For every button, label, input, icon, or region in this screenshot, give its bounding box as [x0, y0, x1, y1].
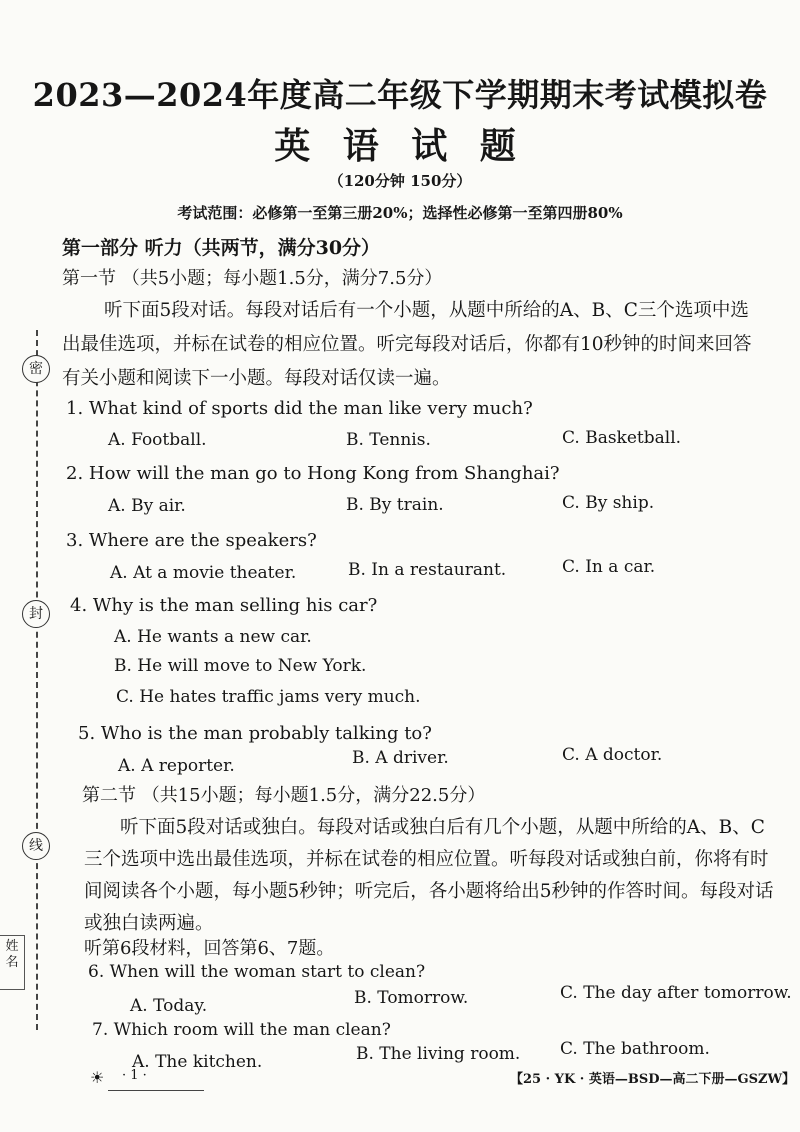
- q1-option-a: A. Football.: [108, 430, 207, 450]
- q6-stem: 6. When will the woman start to clean?: [88, 962, 426, 982]
- q3-option-c: C. In a car.: [562, 557, 656, 577]
- section1-instr-3: 有关小题和阅读下一小题。每段对话仅读一遍。: [62, 368, 451, 389]
- q3-stem: 3. Where are the speakers?: [66, 530, 317, 551]
- q6-option-a: A. Today.: [130, 996, 208, 1016]
- section1-title: 第一节 （共5小题；每小题1.5分，满分7.5分）: [62, 268, 443, 289]
- q5-option-c: C. A doctor.: [562, 745, 663, 765]
- section1-instr-1: 听下面5段对话。每段对话后有一个小题，从题中所给的A、B、C三个选项中选: [104, 300, 749, 321]
- section2-instr-3: 间阅读各个小题，每小题5秒钟；听完后，各小题将给出5秒钟的作答时间。每段对话: [84, 881, 774, 902]
- q6-option-c: C. The day after tomorrow.: [560, 983, 792, 1003]
- q4-stem: 4. Why is the man selling his car?: [70, 595, 378, 616]
- part1-title: 第一部分 听力（共两节，满分30分）: [62, 237, 381, 259]
- section1-instr-2: 出最佳选项，并标在试卷的相应位置。听完每段对话后，你都有10秒钟的时间来回答: [62, 334, 752, 355]
- q5-option-b: B. A driver.: [352, 748, 449, 768]
- q7-option-b: B. The living room.: [356, 1044, 521, 1064]
- q1-option-c: C. Basketball.: [562, 428, 682, 448]
- binding-mark-line: 线: [22, 832, 50, 860]
- binding-mark-close: 封: [22, 600, 50, 628]
- q5-option-a: A. A reporter.: [118, 756, 235, 776]
- q4-option-a: A. He wants a new car.: [114, 627, 312, 647]
- section2-title: 第二节 （共15小题；每小题1.5分，满分22.5分）: [82, 785, 486, 806]
- q2-option-b: B. By train.: [346, 495, 444, 515]
- q1-option-b: B. Tennis.: [346, 430, 431, 450]
- page-number: · 1 ·: [122, 1068, 147, 1083]
- q7-option-c: C. The bathroom.: [560, 1039, 710, 1059]
- section2-instr-4: 或独白读两遍。: [84, 913, 214, 934]
- sun-emblem-icon: ☀: [90, 1068, 105, 1087]
- q7-option-a: A. The kitchen.: [132, 1052, 263, 1072]
- section2-instr-2: 三个选项中选出最佳选项，并标在试卷的相应位置。听每段对话或独白前，你将有时: [84, 849, 769, 870]
- q5-stem: 5. Who is the man probably talking to?: [78, 723, 432, 744]
- q6-option-b: B. Tomorrow.: [354, 988, 469, 1008]
- binding-dashed-line: [36, 330, 38, 1030]
- exam-scope: 考试范围：必修第一至第三册20%；选择性必修第一至第四册80%: [177, 204, 623, 222]
- q1-stem: 1. What kind of sports did the man like very much?: [66, 398, 533, 419]
- exam-title: 2023—2024年度高二年级下学期期末考试模拟卷: [32, 76, 768, 114]
- q3-option-a: A. At a movie theater.: [110, 563, 297, 583]
- q4-option-c: C. He hates traffic jams very much.: [116, 687, 421, 707]
- subject-title: 英 语 试 题: [274, 125, 526, 167]
- q2-stem: 2. How will the man go to Hong Kong from Shanghai?: [66, 463, 560, 484]
- q3-option-b: B. In a restaurant.: [348, 560, 507, 580]
- material-6-instruction: 听第6段材料，回答第6、7题。: [84, 938, 335, 959]
- name-field-box: 姓名: [0, 935, 25, 990]
- time-score: （120分钟 150分）: [328, 172, 472, 190]
- paper-code: 【25 · YK · 英语—BSD—高二下册—GSZW】: [510, 1072, 796, 1087]
- footer-rule: [108, 1090, 204, 1091]
- q2-option-a: A. By air.: [108, 496, 186, 516]
- section2-instr-1: 听下面5段对话或独白。每段对话或独白后有几个小题，从题中所给的A、B、C: [120, 817, 765, 838]
- q7-stem: 7. Which room will the man clean?: [92, 1020, 391, 1040]
- binding-mark-seal: 密: [22, 355, 50, 383]
- q4-option-b: B. He will move to New York.: [114, 656, 367, 676]
- q2-option-c: C. By ship.: [562, 493, 655, 513]
